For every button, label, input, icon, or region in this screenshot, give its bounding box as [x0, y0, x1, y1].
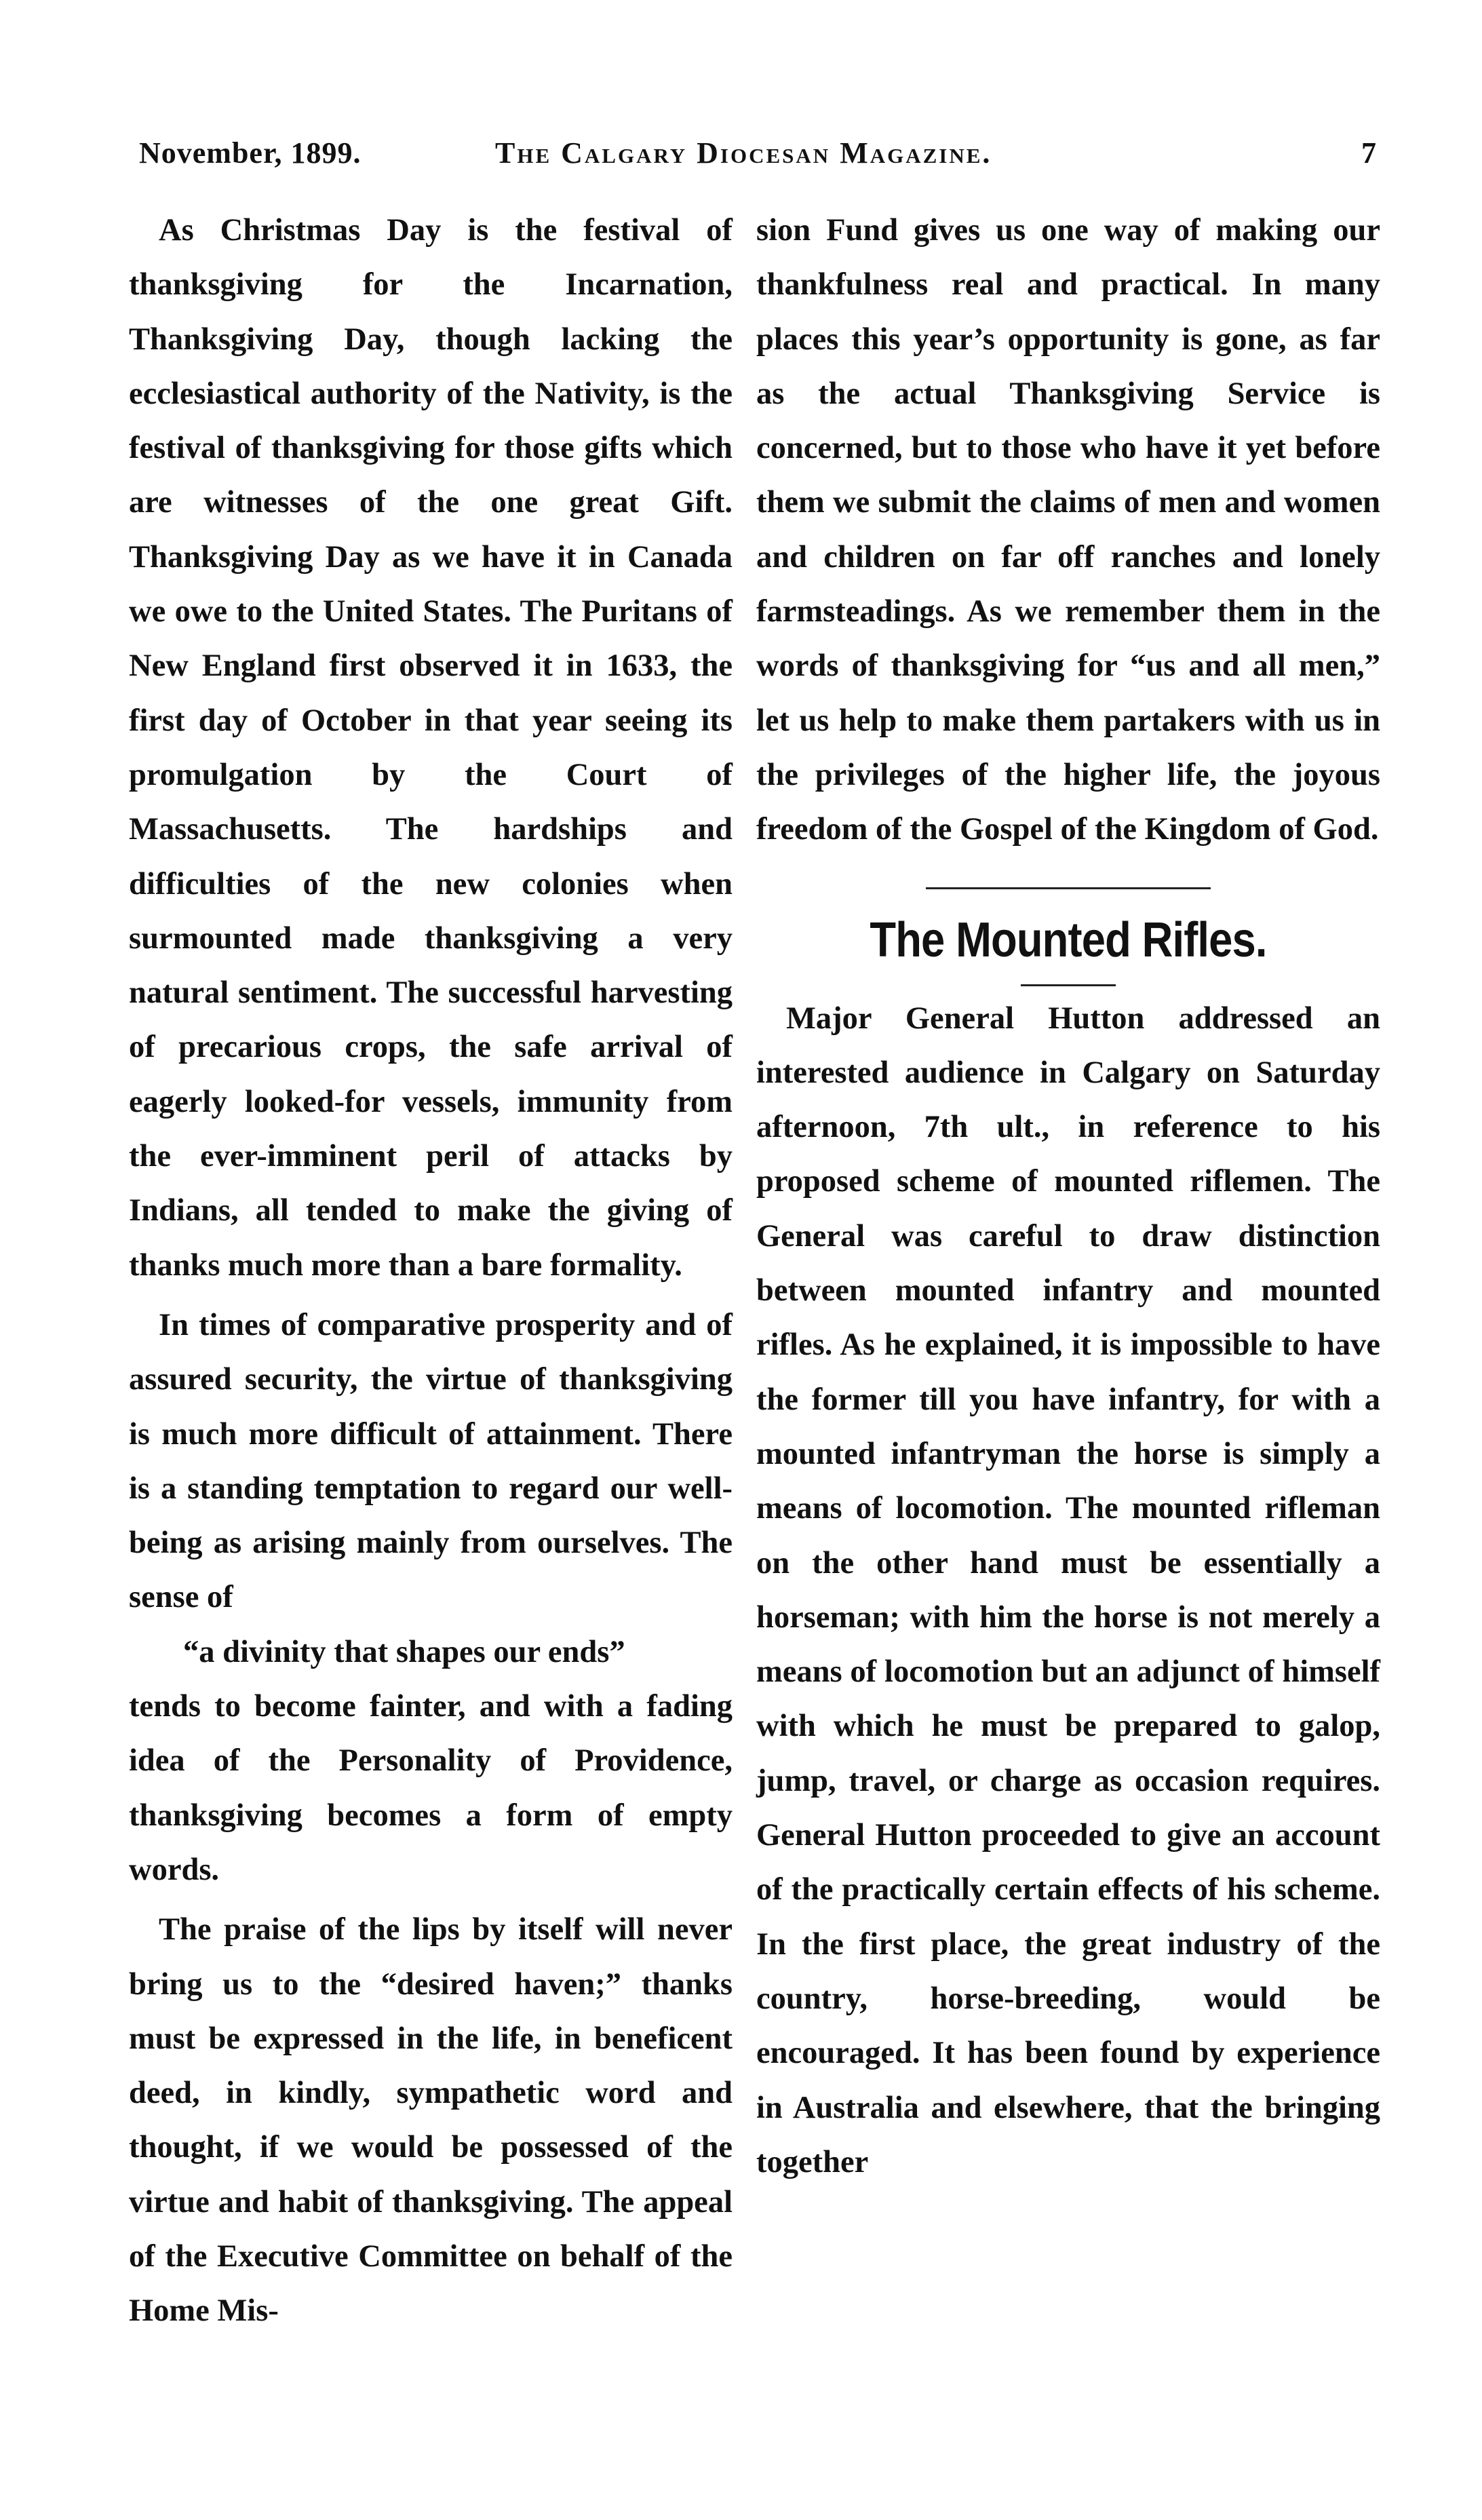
quotation: “a divinity that shapes our ends”	[183, 1634, 625, 1669]
issue-date: November, 1899.	[139, 136, 362, 170]
heading-underline	[1021, 984, 1116, 986]
section-divider	[926, 887, 1211, 889]
page-header	[139, 136, 1377, 183]
thanksgiving-paragraph-3: tends to become fainter, and with a fading idea of the Personality of Providence, thanksgiving becomes a form of empty words.	[129, 1689, 733, 1887]
right-column	[756, 203, 1380, 2190]
thanksgiving-paragraph-4: The praise of the lips by itself will never bring us to the “desired haven;” thanks must be expressed in the life, in beneficent deed, in kindly, sympathetic word and thought, if we would be possessed of the virtue and habit of thanksgiving. The appeal of the Executive Committee on behalf of the Home Mis-	[129, 1912, 733, 2329]
article-heading: The Mounted Rifles.	[870, 912, 1267, 967]
home-mission-paragraph: sion Fund gives us one way of making our thankfulness real and practical. In many places this year’s opportunity is gone, as far as the actual Thanksgiving Service is concerned, but to those who have it yet before them we submit the claims of men and women and children on far off ranches and lonely farmsteadings. As we remember them in the words of thanksgiving for “us and all men,” let us help to make them partakers with us in the privileges of the higher life, the joyous freedom of the Gospel of the Kingdom of God.	[756, 213, 1380, 847]
publication-title: The Calgary Diocesan Magazine.	[495, 136, 992, 170]
thanksgiving-paragraph-2: In times of comparative prosperity and of assured security, the virtue of thanksgiving is much more difficult of attainment. There is a standing temptation to regard our well-being as arising mainly from ourselves. The sense of	[129, 1307, 733, 1615]
page-number: 7	[1361, 136, 1377, 170]
thanksgiving-paragraph-1: As Christmas Day is the festival of thanksgiving for the Incarnation, Thanksgiving Day, though lacking the ecclesiastical authority of the Nativity, is the festival of thanksgiving for those gifts which are witnesses of the one great Gift. Thanksgiving Day as we have it in Canada we owe to the United States. The Puritans of New England first observed it in 1633, the first day of October in that year seeing its promulgation by the Court of Massachusetts. The hardships and difficulties of the new colonies when surmounted made thanksgiving a very natural sentiment. The successful harvesting of precarious crops, the safe arrival of eagerly looked-for vessels, immunity from the ever-imminent peril of attacks by Indians, all tended to make the giving of thanks much more than a bare formality.	[129, 213, 733, 1283]
mounted-rifles-paragraph: Major General Hutton addressed an interested audience in Calgary on Saturday afternoon, 7th ult., in reference to his proposed scheme of mounted riflemen. The General was careful to draw distinction between mounted infantry and mounted rifles. As he explained, it is impossible to have the former till you have infantry, for with a mounted infantryman the horse is simply a means of locomotion. The mounted rifleman on the other hand must be essentially a horseman; with him the horse is not merely a means of locomotion but an adjunct of himself with which he must be prepared to galop, jump, travel, or charge as occasion requires. General Hutton proceeded to give an account of the practically certain effects of his scheme. In the first place, the great industry of the country, horse-breeding, would be encouraged. It has been found by experience in Australia and elsewhere, that the bringing together	[756, 1001, 1380, 2179]
left-column	[129, 203, 733, 2339]
